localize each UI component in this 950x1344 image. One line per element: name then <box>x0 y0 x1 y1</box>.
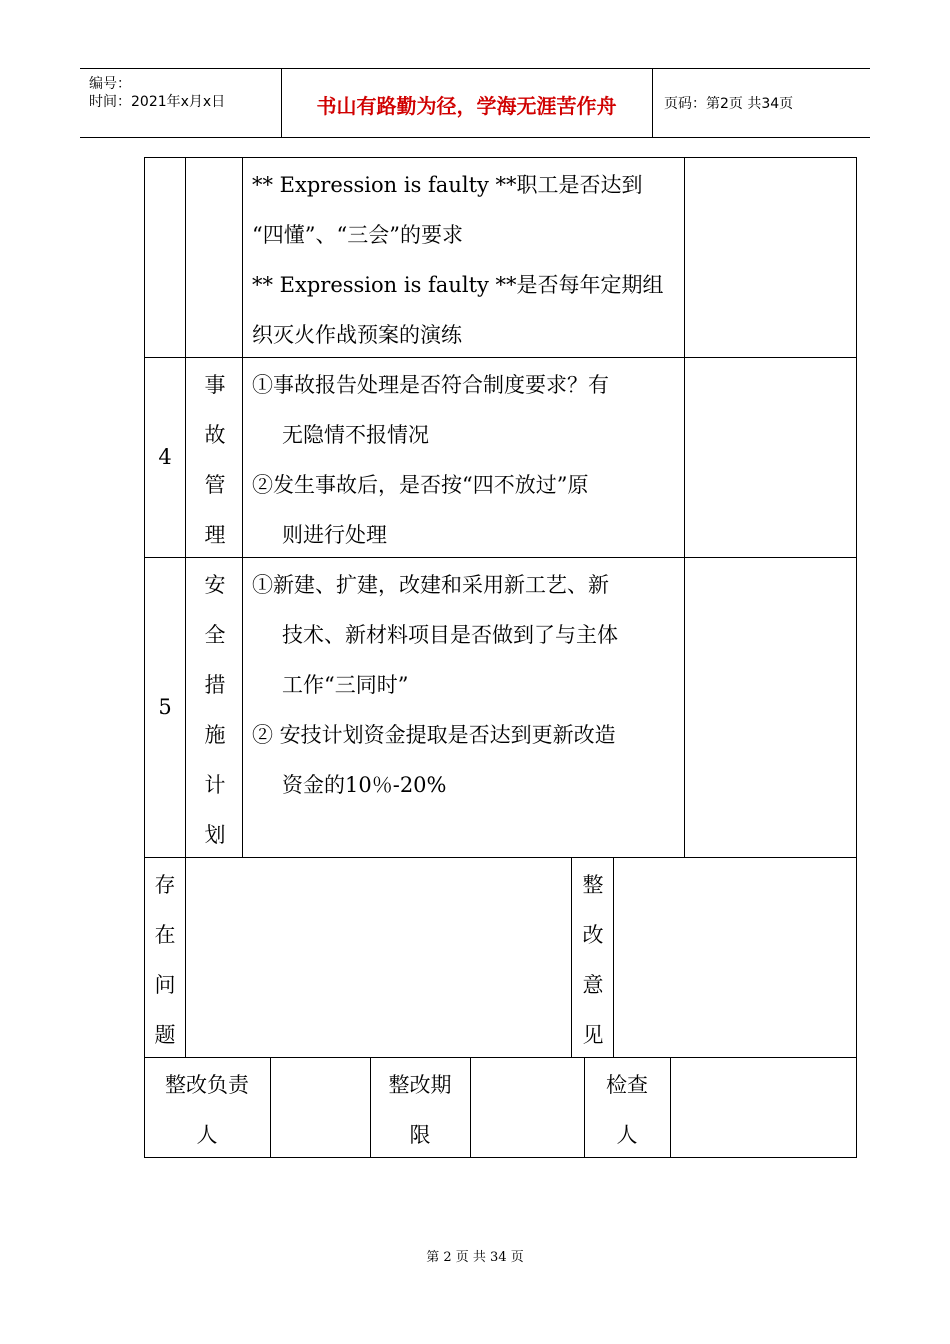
deadline-label-line1: 整改期 <box>388 1073 452 1097</box>
row5-category-char: 划 <box>204 823 226 847</box>
row4-line1: ①事故报告处理是否符合制度要求？有 <box>252 373 609 397</box>
row5-line4: ② 安技计划资金提取是否达到更新改造 <box>252 723 616 747</box>
col-divider <box>670 1057 671 1157</box>
page-footer: 第 2 页 共 34 页 <box>426 1250 524 1265</box>
row-divider <box>144 1057 857 1058</box>
row3-content <box>252 160 682 360</box>
row5-category-char: 施 <box>204 723 226 747</box>
inspector-label-line1: 检查 <box>606 1073 648 1097</box>
rectify-label-char: 意 <box>582 973 604 997</box>
inspector-label-line2: 人 <box>616 1123 638 1147</box>
header-motto: 书山有路勤为径，学海无涯苦作舟 <box>281 69 653 137</box>
time-label: 时间：2021年x月x日 <box>89 94 226 110</box>
header-page-info: 页码：第2页 共34页 <box>664 96 794 112</box>
row5-line2: 技术、新材料项目是否做到了与主体 <box>282 623 618 647</box>
row5-category-char: 安 <box>204 573 226 597</box>
issues-label-char: 题 <box>154 1023 176 1047</box>
row5-number: 5 <box>158 695 172 719</box>
number-label: 编号： <box>89 76 131 92</box>
row4-line3: ②发生事故后，是否按“四不放过”原 <box>252 473 589 497</box>
issues-label-char: 存 <box>154 873 176 897</box>
responsible-label <box>144 1060 270 1160</box>
issues-label-char: 在 <box>154 923 176 947</box>
row4-content <box>252 360 682 560</box>
row3-line4: 织灭火作战预案的演练 <box>252 323 462 347</box>
inspection-table <box>144 157 857 1158</box>
rectify-label <box>572 860 614 1060</box>
row4-category-char: 理 <box>204 523 226 547</box>
row5-content <box>252 560 682 810</box>
row4-category-char: 事 <box>204 373 226 397</box>
deadline-label <box>370 1060 470 1160</box>
row3-line2: “四懂”、“三会”的要求 <box>252 223 463 247</box>
issues-label <box>144 860 186 1060</box>
col-divider <box>270 1057 271 1157</box>
row5-line5: 资金的10％-20% <box>282 773 447 797</box>
col-divider <box>684 157 685 857</box>
col-divider <box>470 1057 471 1157</box>
inspector-label <box>584 1060 670 1160</box>
row5-category-char: 措 <box>204 673 226 697</box>
row5-category-char: 全 <box>204 623 226 647</box>
row4-category-char: 故 <box>204 423 226 447</box>
rectify-label-char: 改 <box>582 923 604 947</box>
deadline-label-line2: 限 <box>409 1123 431 1147</box>
responsible-label-line1: 整改负责 <box>165 1073 249 1097</box>
header-meta <box>80 69 282 137</box>
row4-line2: 无隐情不报情况 <box>282 423 429 447</box>
page-header <box>80 68 870 138</box>
row3-line1: ** Expression is faulty **职工是否达到 <box>252 173 643 197</box>
rectify-label-char: 见 <box>582 1023 604 1047</box>
row5-line3: 工作“三同时” <box>282 673 409 697</box>
row4-category-char: 管 <box>204 473 226 497</box>
col-divider <box>242 157 243 857</box>
issues-label-char: 问 <box>154 973 176 997</box>
col-divider <box>185 157 186 857</box>
row4-category <box>194 360 236 560</box>
row-divider <box>144 857 857 858</box>
table-border-right <box>856 157 857 1158</box>
responsible-label-line2: 人 <box>196 1123 218 1147</box>
row4-number: 4 <box>158 445 172 469</box>
table-border-top <box>144 157 857 158</box>
row5-category-char: 计 <box>204 773 226 797</box>
row3-line3: ** Expression is faulty **是否每年定期组 <box>252 273 664 297</box>
row4-line4: 则进行处理 <box>282 523 387 547</box>
rectify-label-char: 整 <box>582 873 604 897</box>
row5-line1: ①新建、扩建，改建和采用新工艺、新 <box>252 573 609 597</box>
row5-category <box>194 560 236 860</box>
